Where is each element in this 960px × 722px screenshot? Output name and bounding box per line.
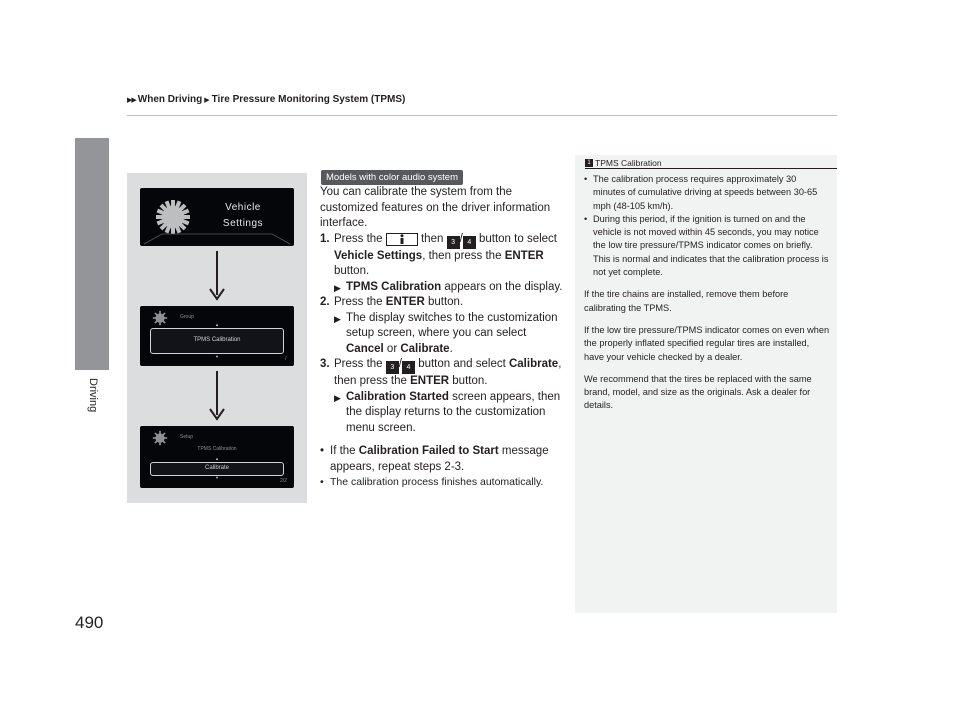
model-badge: Models with color audio system (321, 170, 463, 185)
instructions (320, 185, 565, 491)
vehicle-settings-title: Vehicle Settings (222, 202, 264, 229)
setup-screen (140, 426, 294, 488)
breadcrumb-page: Tire Pressure Monitoring System (TPMS) (211, 94, 406, 105)
step-2: 2. Press the ENTER button. (320, 296, 464, 308)
side-tab (75, 138, 109, 370)
info-button-icon (386, 233, 418, 246)
up-button-icon: 3 (447, 236, 460, 249)
breadcrumb-section: When Driving (137, 94, 203, 105)
bullet-icon: • (320, 476, 324, 488)
triangle-up-icon: ▲ (215, 456, 219, 461)
note-paragraph: If the tire chains are installed, remove them before calibrating the TPMS. (584, 289, 789, 313)
screen-baseline (140, 230, 294, 246)
step-3: 3. Press the 3 / 4 button and select Calibrate, then press the ENTER button. (320, 358, 562, 387)
note-paragraph: We recommend that the tires be replaced with the same brand, model, and size as the originals. Ask a dealer for details. (584, 373, 812, 411)
note-paragraph: If the low tire pressure/TPMS indicator comes on even when the properly inflated specified regular tires are installed, have your vehicle checked by a dealer. (584, 324, 830, 362)
note-heading: 1 TPMS Calibration (585, 158, 662, 168)
down-button-icon: 4 (463, 236, 476, 249)
step-3-result: ▶ Calibration Started screen appears, then the display returns to the customization menu screen. (334, 390, 561, 434)
group-page-indicator: / (285, 356, 287, 362)
result-arrow-icon: ▶ (334, 392, 341, 403)
down-button-icon: 4 (402, 361, 415, 374)
note-bullet: • The calibration process requires approximately 30 minutes of cumulative driving at speeds between 30-65 mph (48-105 km/h). (584, 174, 818, 211)
triangle-right-icon: ▶ (204, 96, 210, 104)
result-arrow-icon: ▶ (334, 282, 341, 293)
bullet-auto: • The calibration process finishes automatically. (320, 475, 565, 491)
triangle-right-icon: ▶ (127, 96, 133, 104)
display-illustration (127, 173, 307, 503)
gear-icon (152, 430, 168, 446)
arrow-down-icon (207, 251, 227, 301)
triangle-down-icon: ▼ (215, 475, 219, 480)
note-bullet: • During this period, if the ignition is turned on and the vehicle is not moved within 45 seconds, you may notice the low tire pressure/TPMS indicator comes on briefly. This is normal and indicates that the calibration process is not yet complete. (584, 213, 829, 278)
arrow-down-icon (207, 371, 227, 421)
page-number: 490 (75, 613, 104, 632)
side-tab-label: Driving (87, 378, 99, 413)
header-rule (127, 115, 837, 116)
group-screen (140, 306, 294, 366)
note-number-icon: 1 (585, 159, 593, 167)
triangle-down-icon: ▼ (215, 354, 219, 359)
tpms-calibration-item: TPMS Calibration (150, 328, 284, 354)
gear-icon (152, 310, 168, 326)
setup-sublabel: TPMS Calibration (197, 446, 237, 452)
bullet-failed: • If the Calibration Failed to Start message appears, repeat steps 2-3. (320, 445, 549, 473)
up-button-icon: 3 (386, 361, 399, 374)
note-rule (585, 168, 837, 169)
setup-label: Setup (180, 434, 194, 440)
bullet-icon: • (584, 213, 588, 224)
triangle-up-icon: ▲ (215, 322, 219, 327)
group-label: Group (180, 314, 194, 320)
triangle-right-icon: ▶ (131, 96, 137, 104)
bullet-icon: • (584, 174, 588, 184)
result-arrow-icon: ▶ (334, 313, 341, 324)
calibrate-item: Calibrate (150, 462, 284, 476)
bullet-icon: • (320, 445, 325, 457)
intro-text: You can calibrate the system from the customized features on the driver information interface. (320, 186, 551, 229)
vehicle-settings-screen (140, 188, 294, 246)
breadcrumb (127, 94, 405, 105)
step-1-result: ▶ TPMS Calibration appears on the display. (334, 280, 565, 296)
step-2-result: ▶ The display switches to the customization setup screen, where you can select Cancel or Calibrate. (334, 311, 558, 355)
setup-page-indicator: 2/2 (280, 478, 287, 484)
note-body (584, 173, 830, 413)
step-1: 1. Press the then 3 / 4 button to select Vehicle Settings, then press the ENTER button. (320, 232, 557, 277)
